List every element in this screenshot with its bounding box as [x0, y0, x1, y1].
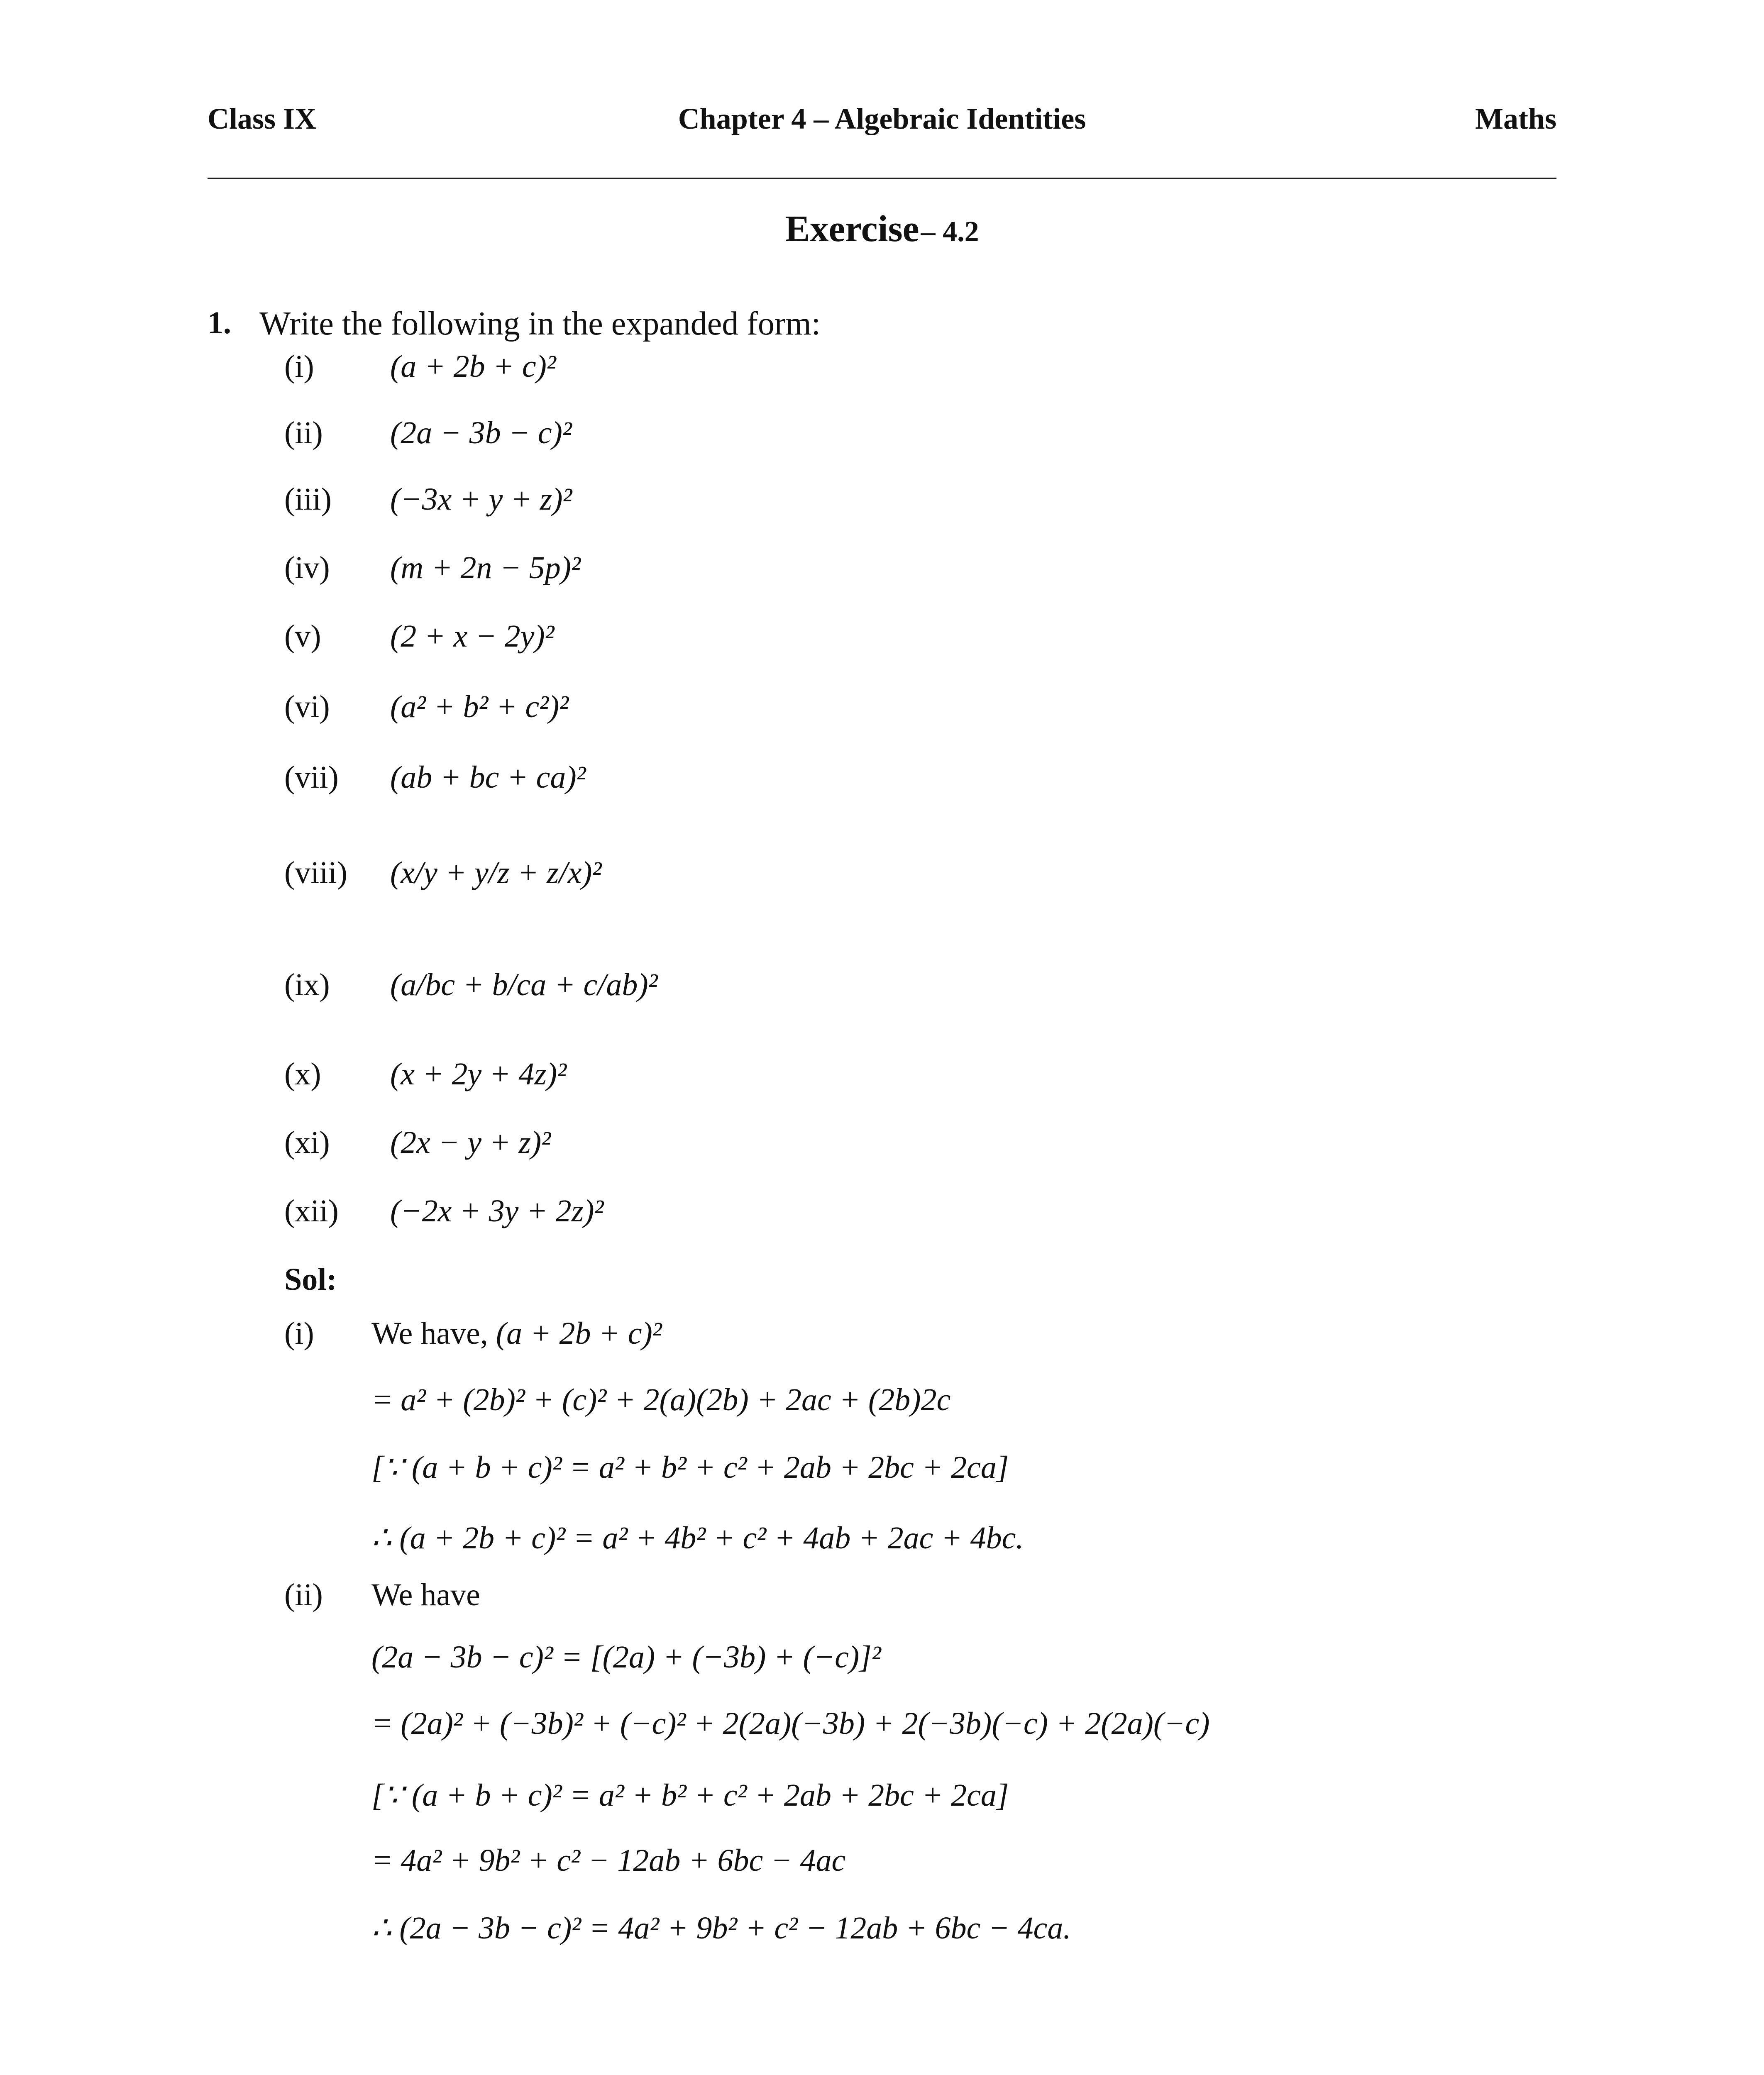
item-label: (xi)	[284, 1125, 330, 1160]
item-label: (viii)	[284, 855, 347, 890]
solution-step: = (2a)² + (−3b)² + (−c)² + 2(2a)(−3b) + 2(−3b)(−c) + 2(2a)(−c)	[371, 1706, 1210, 1741]
question-number: 1.	[208, 305, 231, 340]
item-expression: (a + 2b + c)²	[390, 349, 556, 384]
item-label: (ix)	[284, 967, 330, 1002]
solution-step: (2a − 3b − c)² = [(2a) + (−3b) + (−c)]²	[371, 1640, 881, 1675]
solution-conclusion: ∴ (2a − 3b − c)² = 4a² + 9b² + c² − 12ab + 6bc − 4ca.	[371, 1911, 1071, 1946]
item-expression: (−2x + 3y + 2z)²	[390, 1194, 604, 1228]
item-expression: (a/bc + b/ca + c/ab)²	[390, 967, 658, 1002]
exercise-number: – 4.2	[921, 216, 979, 248]
item-label: (v)	[284, 619, 321, 654]
solution-intro-expression: (a + 2b + c)²	[496, 1316, 662, 1351]
item-label: (i)	[284, 349, 314, 384]
item-label: (vi)	[284, 689, 330, 724]
question-text: Write the following in the expanded form:	[259, 305, 821, 342]
solution-intro	[371, 1316, 662, 1352]
item-expression: (x/y + y/z + z/x)²	[390, 855, 602, 890]
item-expression: (x + 2y + 4z)²	[390, 1057, 567, 1091]
solution-intro-text: We have,	[371, 1316, 488, 1351]
item-expression: (2x − y + z)²	[390, 1125, 551, 1160]
item-expression: (a² + b² + c²)²	[390, 689, 569, 724]
item-label: (vii)	[284, 760, 339, 795]
solution-part-label: (ii)	[284, 1577, 323, 1612]
exercise-title	[0, 208, 1764, 250]
exercise-word: Exercise	[785, 208, 919, 249]
solution-step: = a² + (2b)² + (c)² + 2(a)(2b) + 2ac + (2b)2c	[371, 1382, 951, 1417]
header-chapter: Chapter 4 – Algebraic Identities	[678, 102, 1086, 135]
header-divider	[208, 178, 1556, 179]
item-expression: (2 + x − 2y)²	[390, 619, 555, 654]
header-class: Class IX	[208, 102, 317, 135]
item-label: (iii)	[284, 482, 332, 517]
solution-conclusion: ∴ (a + 2b + c)² = a² + 4b² + c² + 4ab + 2ac + 4bc.	[371, 1521, 1024, 1555]
solution-identity-note: [∵ (a + b + c)² = a² + b² + c² + 2ab + 2bc + 2ca]	[371, 1450, 1009, 1485]
item-expression: (ab + bc + ca)²	[390, 760, 586, 795]
solution-part-label: (i)	[284, 1316, 314, 1351]
item-label: (xii)	[284, 1194, 339, 1228]
item-label: (ii)	[284, 415, 323, 450]
header-subject: Maths	[1475, 102, 1556, 135]
solution-intro-text: We have	[371, 1577, 480, 1612]
solution-heading: Sol:	[284, 1262, 337, 1297]
solution-step: = 4a² + 9b² + c² − 12ab + 6bc − 4ac	[371, 1843, 846, 1878]
item-expression: (m + 2n − 5p)²	[390, 550, 581, 585]
solution-identity-note: [∵ (a + b + c)² = a² + b² + c² + 2ab + 2bc + 2ca]	[371, 1778, 1009, 1813]
item-expression: (2a − 3b − c)²	[390, 415, 572, 450]
item-label: (iv)	[284, 550, 330, 585]
item-label: (x)	[284, 1057, 321, 1091]
item-expression: (−3x + y + z)²	[390, 482, 572, 517]
